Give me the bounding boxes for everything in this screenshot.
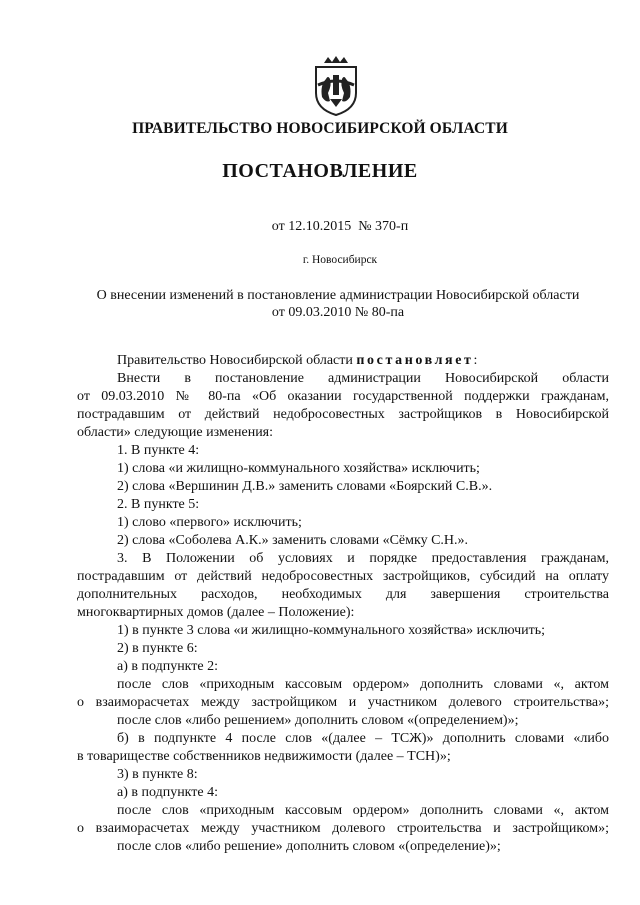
resolution-intro (97, 352, 609, 370)
body-line: 1. В пункте 4: (117, 443, 200, 458)
coat-of-arms-icon (310, 55, 362, 117)
document-date-number: от 12.10.2015 № 370-п (271, 219, 409, 234)
body-line: от 09.03.2010 № 80-па «Об оказании государственной поддержки гражданам, (77, 389, 609, 404)
body-line: 2. В пункте 5: (117, 497, 200, 512)
body-line: о взаиморасчетах между застройщиком и участником долевого строительства»; (77, 695, 609, 710)
body-line: после слов «либо решением» дополнить словом «(определением)»; (117, 713, 519, 728)
body-line: 3) в пункте 8: (117, 767, 198, 782)
body-line: пострадавшим от действий недобросовестных застройщиков в Новосибирской (77, 407, 609, 422)
body-line: пострадавшим от действий недобросовестных застройщиков, субсидий на оплату (77, 569, 609, 584)
intro-text: Правительство Новосибирской области (117, 353, 357, 368)
body-line: после слов «либо решение» дополнить словом «(определение)»; (117, 839, 501, 854)
body-line: после слов «приходным кассовым ордером» дополнить словами «, актом (117, 803, 609, 818)
body-line: Внести в постановление администрации Новосибирской области (117, 371, 609, 386)
document-city: г. Новосибирск (302, 254, 378, 266)
body-line: а) в подпункте 4: (117, 785, 219, 800)
body-line: б) в подпункте 4 после слов «(далее – ТСЖ)» дополнить словами «либо (117, 731, 609, 746)
body-line: 1) слова «и жилищно-коммунального хозяйства» исключить; (117, 461, 480, 476)
body-line: о взаиморасчетах между участником долевого строительства и застройщиком»; (77, 821, 609, 836)
body-line: 2) в пункте 6: (117, 641, 198, 656)
subject-line: О внесении изменений в постановление администрации Новосибирской области (96, 288, 580, 303)
document-type-title: ПОСТАНОВЛЕНИЕ (222, 160, 418, 182)
body-line: дополнительных расходов, необходимых для завершения строительства (77, 587, 609, 602)
document-subject (78, 287, 598, 321)
body-line: 2) слова «Вершинин Д.В.» заменить словами «Боярский С.В.». (117, 479, 493, 494)
resolves-word: постановляет (356, 353, 474, 368)
subject-line: от 09.03.2010 № 80-па (271, 305, 405, 320)
body-line: области» следующие изменения: (77, 425, 274, 440)
body-line: в товариществе собственников недвижимости (далее – ТСН)»; (77, 749, 451, 764)
body-line: а) в подпункте 2: (117, 659, 219, 674)
intro-colon: : (473, 353, 478, 368)
document-body (77, 352, 609, 856)
body-line: 1) в пункте 3 слова «и жилищно-коммунального хозяйства» исключить; (117, 623, 545, 638)
body-line: многоквартирных домов (далее – Положение): (77, 605, 355, 620)
government-title: ПРАВИТЕЛЬСТВО НОВОСИБИРСКОЙ ОБЛАСТИ (132, 120, 508, 137)
body-line: 3. В Положении об условиях и порядке предоставления гражданам, (117, 551, 609, 566)
body-line: после слов «приходным кассовым ордером» дополнить словами «, актом (117, 677, 609, 692)
body-line: 2) слова «Соболева А.К.» заменить словами «Сёмку С.Н.». (117, 533, 469, 548)
body-line: 1) слово «первого» исключить; (117, 515, 302, 530)
